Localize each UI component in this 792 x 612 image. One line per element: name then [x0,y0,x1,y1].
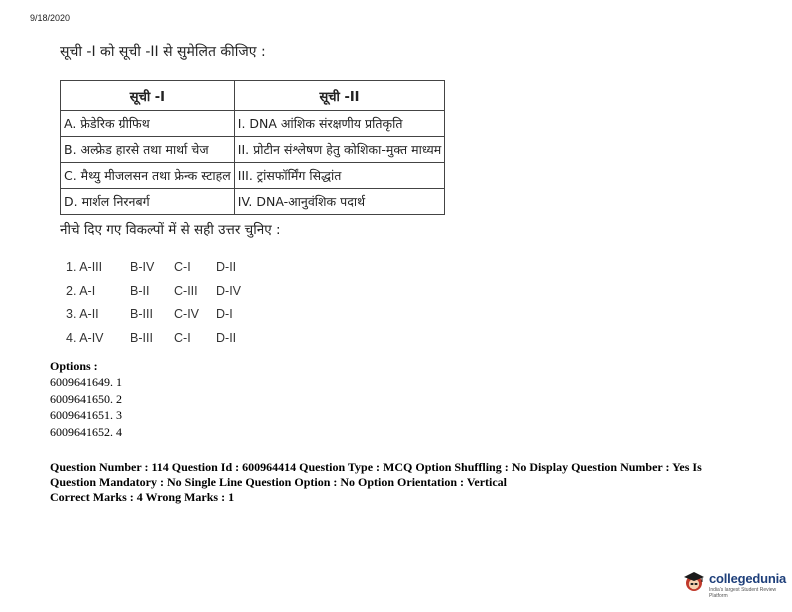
metadata-line: Question Mandatory : No Single Line Question Option : No Option Orientation : Vertical [50,475,508,489]
choice-b: B-III [130,307,153,321]
option-item: 6009641651. 3 [50,408,122,423]
list-2-item: IV. DNA-आनुवंशिक पदार्थ [234,189,445,215]
option-item: 6009641650. 2 [50,391,122,406]
table-row [61,189,445,215]
options-header: Options : [50,359,98,373]
list-1-item: B. अल्फ्रेड हारसे तथा मार्था चेज [61,137,235,163]
collegedunia-logo [682,568,787,599]
choice-d: D-II [216,260,237,274]
print-date: 9/18/2020 [30,13,71,23]
table-row [61,137,445,163]
choice-b: B-IV [130,260,155,274]
choice-row [66,331,326,355]
question-prompt: नीचे दिए गए विकल्पों में से सही उत्तर चुनिए : [60,222,281,238]
question-metadata [50,460,750,505]
metadata-line: Question Number : 114 Question Id : 600964414 Question Type : MCQ Option Shuffling : No Display Question Number : Yes Is [50,460,702,474]
choice-d: D-IV [216,283,241,298]
choice-c: C-IV [174,307,199,321]
choice-row [66,307,326,331]
choice-b: B-II [130,283,150,298]
choice-a: 2. A-I [66,283,96,298]
match-table [60,80,445,215]
choice-c: C-III [174,283,198,298]
choice-c: C-I [174,330,191,345]
choice-a: 3. A-II [66,307,99,321]
choice-row [66,260,326,284]
list-1-header: सूची -I [61,81,235,111]
choice-d: D-I [216,307,233,321]
logo-tagline: India's largest Student Review Platform [709,587,777,599]
list-2-item: I. DNA आंशिक संरक्षणीय प्रतिकृति [234,111,445,137]
question-intro: सूची -I को सूची -II से सुमेलित कीजिए : [60,44,266,60]
table-row [61,163,445,189]
choice-a: 1. A-III [66,260,103,274]
choice-b: B-III [130,330,153,345]
list-1-item: D. मार्शल निरनबर्ग [61,189,235,215]
choice-a: 4. A-IV [66,330,104,345]
option-item: 6009641649. 1 [50,375,122,390]
option-item: 6009641652. 4 [50,424,122,439]
choice-row [66,284,326,308]
answer-choices [66,260,326,354]
options-list [50,358,122,440]
choice-c: C-I [174,260,191,274]
list-2-item: III. ट्रांसफॉर्मिंग सिद्धांत [234,163,445,189]
marks-line: Correct Marks : 4 Wrong Marks : 1 [50,490,235,504]
logo-brand: collegedunia [709,571,787,586]
list-1-item: A. फ्रेडेरिक ग्रीफिथ [61,111,235,137]
table-row [61,111,445,137]
choice-d: D-II [216,330,237,345]
graduate-icon [682,570,706,594]
list-2-header: सूची -II [234,81,445,111]
match-table-header [61,81,445,111]
list-1-item: C. मैथ्यु मीजलसन तथा फ्रेन्क स्टाहल [61,163,235,189]
list-2-item: II. प्रोटीन संश्लेषण हेतु कोशिका-मुक्त माध्यम [234,137,445,163]
